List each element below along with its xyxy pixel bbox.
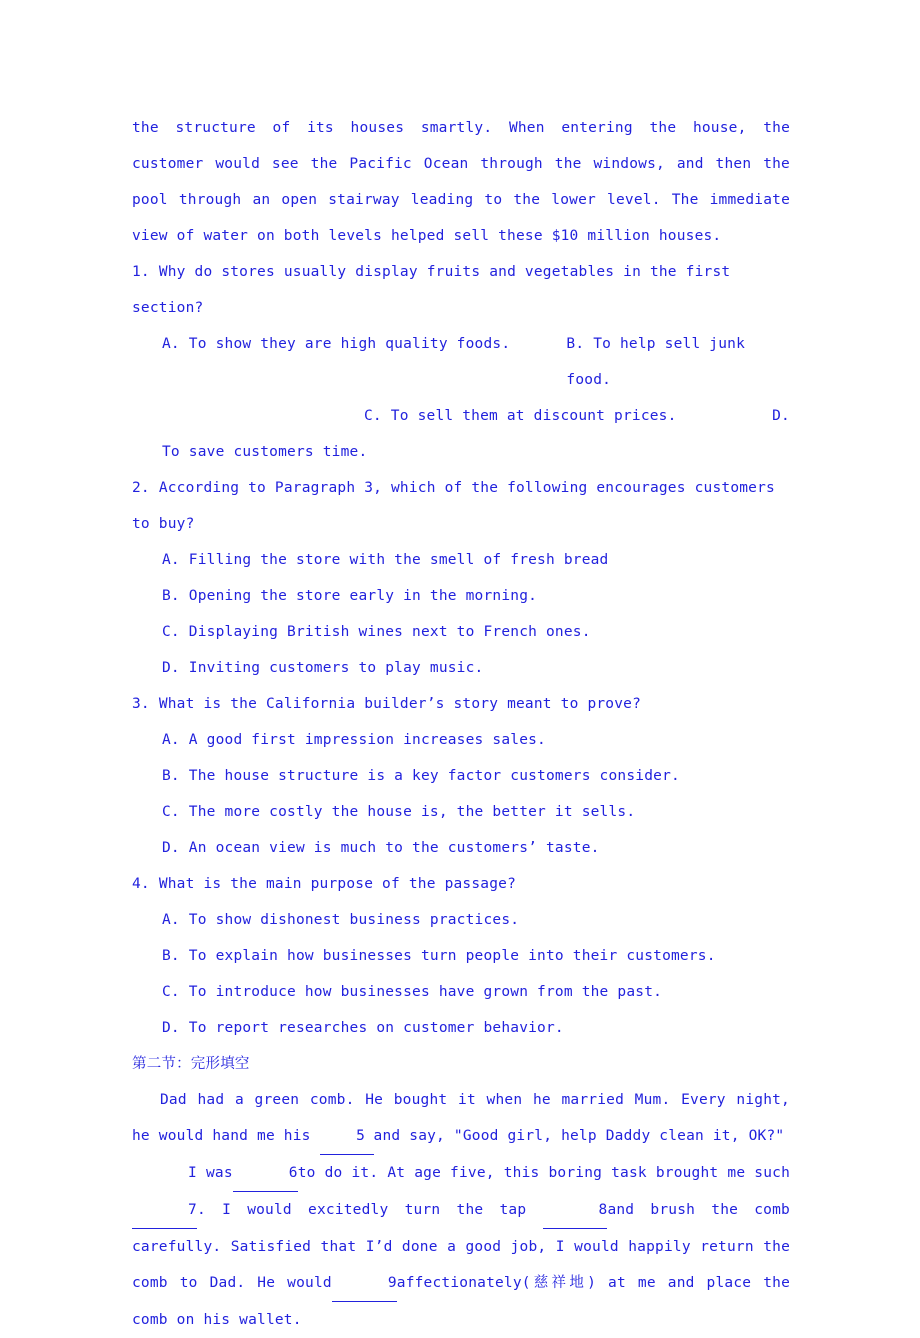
cloze-text-1a: Dad had a green comb. He bought it when he married Mum. Every night, he would hand me his (132, 1092, 790, 1144)
question-3-option-d: D. An ocean view is much to the customers’ taste. (162, 840, 600, 856)
question-1-option-a: A. To show they are high quality foods. (162, 336, 511, 352)
question-4-option-a: A. To show dishonest business practices. (162, 912, 520, 928)
question-4-option-d: D. To report researches on customer behavior. (162, 1020, 564, 1036)
question-3-option-c: C. The more costly the house is, the better it sells. (162, 804, 636, 820)
cloze-paragraph-1 (132, 1082, 790, 1155)
question-4-option-b: B. To explain how businesses turn people into their customers. (162, 948, 716, 964)
question-4-number: 4. (132, 876, 150, 892)
question-1-text: Why do stores usually display fruits and vegetables in the first section? (132, 264, 731, 316)
cloze-blank-9: 9 (332, 1265, 397, 1302)
question-3-text: What is the California builder’s story meant to prove? (158, 696, 642, 712)
question-4-text: What is the main purpose of the passage? (158, 876, 517, 892)
cloze-blank-5: 5 (320, 1118, 374, 1155)
question-1-stem (132, 254, 790, 326)
question-4-option-c: C. To introduce how businesses have grown from the past. (162, 984, 663, 1000)
question-1-option-c: C. To sell them at discount prices. (364, 408, 677, 424)
question-2-option-d: D. Inviting customers to play music. (162, 660, 484, 676)
question-1-options-row (162, 326, 790, 398)
question-1-options-row-2 (132, 398, 790, 434)
question-4-stem (132, 866, 790, 902)
question-3-option-a: A. A good first impression increases sales. (162, 732, 546, 748)
cloze-blank-7: 7 (132, 1192, 197, 1229)
cloze-blank-8: 8 (543, 1192, 608, 1229)
question-1-option-d-label: D. (772, 408, 790, 424)
question-1-number: 1. (132, 264, 150, 280)
question-3-option-b: B. The house structure is a key factor customers consider. (162, 768, 680, 784)
cloze-text-2e: affectionately(慈祥地) at me and place the comb on his wallet. (132, 1275, 790, 1328)
cloze-blank-6: 6 (233, 1155, 298, 1192)
question-3-stem (132, 686, 790, 722)
question-2-number: 2. (132, 480, 150, 496)
passage-paragraph: the structure of its houses smartly. When entering the house, the customer would see the Pacific Ocean through the windows, and then the pool through an open stairway leading to the lower level. The immediate view of water on both levels helped sell these $10 million houses. (132, 120, 790, 244)
question-2-text: According to Paragraph 3, which of the following encourages customers to buy? (132, 480, 775, 532)
question-1-option-b: B. To help sell junk food. (566, 336, 746, 388)
cloze-text-2d: and brush the comb carefully. Satisfied that I’d done a good job, I would happily return the comb to Dad. He would (132, 1202, 790, 1291)
cloze-text-1b: and say, "Good girl, help Daddy clean it, OK?" (373, 1128, 785, 1144)
question-2-stem (132, 470, 790, 542)
cloze-paragraph-2 (132, 1155, 790, 1338)
cloze-text-2a: I was (188, 1165, 233, 1181)
question-2-option-b: B. Opening the store early in the morning. (162, 588, 538, 604)
cloze-text-2b: to do it. At age five, this boring task brought me such (297, 1165, 790, 1181)
question-1-option-d-text: To save customers time. (162, 444, 368, 460)
question-3-number: 3. (132, 696, 150, 712)
cloze-text-2c: . I would excitedly turn the tap (196, 1202, 527, 1218)
question-2-option-a: A. Filling the store with the smell of fresh bread (162, 552, 609, 568)
question-2-option-c: C. Displaying British wines next to French ones. (162, 624, 591, 640)
section-2-heading: 第二节：完形填空 (132, 1056, 250, 1072)
